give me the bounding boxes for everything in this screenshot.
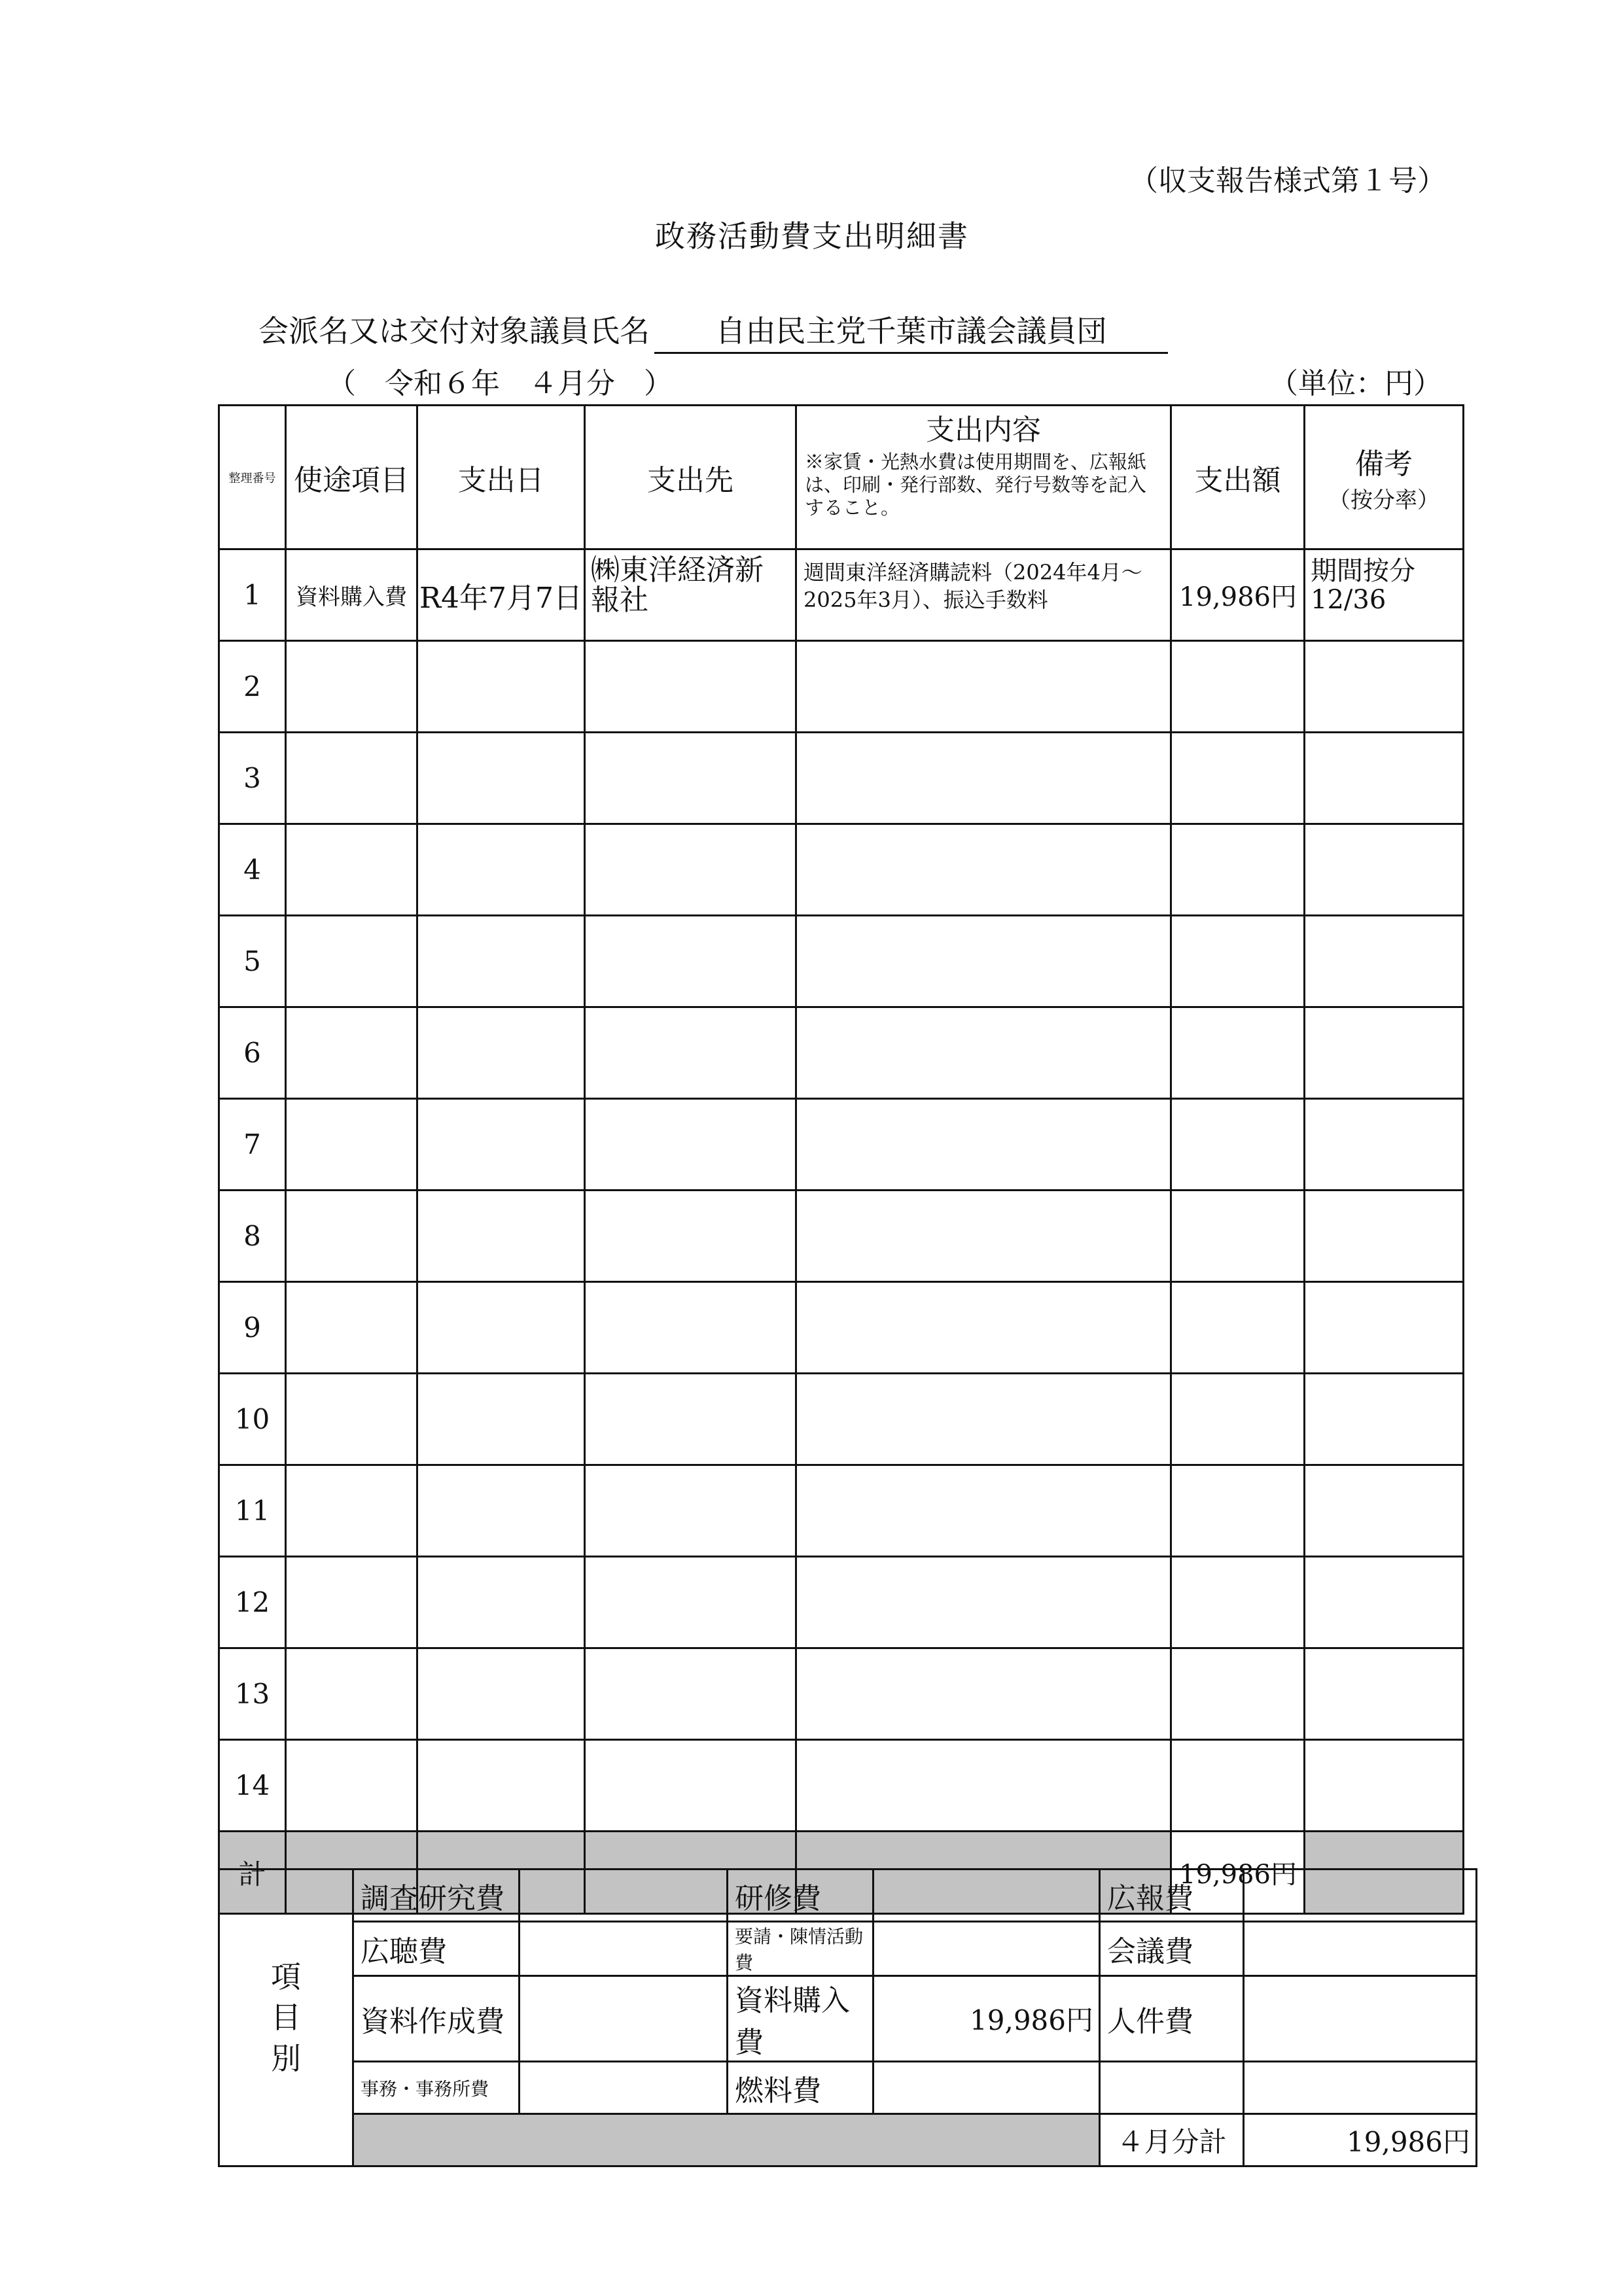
report-period: （ 令和６年 ４月分 ）	[327, 367, 673, 400]
row-remarks: 期間按分12/36	[1305, 549, 1464, 641]
row-amount	[1171, 1282, 1305, 1374]
row-date	[417, 1648, 585, 1740]
row-no: 4	[219, 824, 286, 916]
row-amount	[1171, 1007, 1305, 1099]
summary-row	[219, 1870, 1477, 1922]
summary-category-value	[874, 1870, 1100, 1922]
row-remarks	[1305, 1557, 1464, 1648]
table-row	[219, 1374, 1464, 1465]
summary-category-value	[520, 2062, 728, 2114]
row-content	[796, 1557, 1171, 1648]
summary-category-value	[520, 1870, 728, 1922]
summary-row	[219, 1922, 1477, 1976]
row-content	[796, 1099, 1171, 1191]
summary-category-value	[1244, 1922, 1477, 1976]
summary-category-value	[520, 1976, 728, 2062]
row-date	[417, 1374, 585, 1465]
row-no: 14	[219, 1740, 286, 1832]
row-no: 1	[219, 549, 286, 641]
row-payee	[585, 641, 796, 733]
row-category	[286, 1648, 417, 1740]
row-category	[286, 1099, 417, 1191]
unit-label: （単位：円）	[1269, 367, 1442, 400]
row-remarks	[1305, 1648, 1464, 1740]
row-no: 8	[219, 1191, 286, 1282]
row-payee	[585, 1191, 796, 1282]
header-remarks	[1305, 406, 1464, 549]
row-category	[286, 916, 417, 1007]
row-amount	[1171, 1557, 1305, 1648]
summary-title-text: 項目別	[271, 1959, 301, 2076]
row-remarks	[1305, 1740, 1464, 1832]
category-summary-table	[218, 1868, 1477, 2167]
table-row	[219, 1648, 1464, 1740]
header-no: 整理番号	[219, 406, 286, 549]
row-payee	[585, 1007, 796, 1099]
table-row	[219, 1099, 1464, 1191]
row-payee	[585, 1099, 796, 1191]
row-payee	[585, 1465, 796, 1557]
summary-row	[219, 1976, 1477, 2062]
summary-body	[219, 1870, 1477, 2166]
table-row	[219, 641, 1464, 733]
row-category	[286, 824, 417, 916]
row-category	[286, 1465, 417, 1557]
row-amount	[1171, 1374, 1305, 1465]
table-row	[219, 1191, 1464, 1282]
row-category	[286, 1282, 417, 1374]
row-payee	[585, 1648, 796, 1740]
row-date: R4年7月7日	[417, 549, 585, 641]
row-no: 13	[219, 1648, 286, 1740]
summary-category-label: 事務・事務所費	[353, 2062, 520, 2114]
row-content: 週間東洋経済購読料（2024年4月～2025年3月）、振込手数料	[796, 549, 1171, 641]
row-date	[417, 1740, 585, 1832]
header-payee: 支出先	[585, 406, 796, 549]
row-category	[286, 1007, 417, 1099]
summary-row	[219, 2062, 1477, 2114]
row-remarks	[1305, 641, 1464, 733]
header-date: 支出日	[417, 406, 585, 549]
summary-category-value	[874, 2062, 1100, 2114]
row-payee	[585, 1557, 796, 1648]
row-no: 11	[219, 1465, 286, 1557]
header-remarks-label: 備考	[1355, 447, 1413, 481]
row-content	[796, 1465, 1171, 1557]
row-category	[286, 1557, 417, 1648]
row-no: 12	[219, 1557, 286, 1648]
table-row	[219, 1557, 1464, 1648]
row-content	[796, 1648, 1171, 1740]
row-category	[286, 1191, 417, 1282]
header-amount: 支出額	[1171, 406, 1305, 549]
summary-category-label: 広報費	[1100, 1870, 1244, 1922]
row-remarks	[1305, 916, 1464, 1007]
row-content	[796, 1374, 1171, 1465]
header-category: 使途項目	[286, 406, 417, 549]
row-category	[286, 733, 417, 824]
table-row	[219, 916, 1464, 1007]
table-row	[219, 1740, 1464, 1832]
summary-category-label: 燃料費	[728, 2062, 874, 2114]
month-total-value: 19,986円	[1244, 2114, 1477, 2166]
summary-empty-cell	[1244, 2062, 1477, 2114]
row-no: 3	[219, 733, 286, 824]
summary-category-label: 人件費	[1100, 1976, 1244, 2062]
row-remarks	[1305, 1099, 1464, 1191]
summary-category-label: 調査研究費	[353, 1870, 520, 1922]
table-header-row	[219, 406, 1464, 549]
row-remarks	[1305, 1191, 1464, 1282]
row-payee	[585, 1740, 796, 1832]
row-amount	[1171, 641, 1305, 733]
row-date	[417, 1191, 585, 1282]
summary-category-label: 広聴費	[353, 1922, 520, 1976]
summary-category-label: 資料作成費	[353, 1976, 520, 2062]
row-payee	[585, 733, 796, 824]
summary-shaded-cell	[353, 2114, 1100, 2166]
table-row	[219, 1282, 1464, 1374]
total-label: 計	[219, 1832, 286, 1914]
row-content	[796, 824, 1171, 916]
header-remarks-sub: （按分率）	[1328, 487, 1439, 513]
row-date	[417, 1557, 585, 1648]
summary-category-value	[520, 1922, 728, 1976]
table-body	[219, 549, 1464, 1914]
summary-category-label: 資料購入費	[728, 1976, 874, 2062]
document-title: 政務活動費支出明細書	[655, 218, 969, 254]
row-date	[417, 1465, 585, 1557]
row-payee: ㈱東洋経済新報社	[585, 549, 796, 641]
row-no: 10	[219, 1374, 286, 1465]
row-payee	[585, 1374, 796, 1465]
row-date	[417, 824, 585, 916]
row-date	[417, 1099, 585, 1191]
summary-title	[219, 1870, 353, 2166]
row-category: 資料購入費	[286, 549, 417, 641]
row-remarks	[1305, 1282, 1464, 1374]
row-remarks	[1305, 733, 1464, 824]
row-amount: 19,986円	[1171, 549, 1305, 641]
summary-category-label: 研修費	[728, 1870, 874, 1922]
summary-category-label: 会議費	[1100, 1922, 1244, 1976]
summary-row	[219, 2114, 1477, 2166]
row-content	[796, 641, 1171, 733]
row-remarks	[1305, 824, 1464, 916]
row-amount	[1171, 916, 1305, 1007]
row-content	[796, 733, 1171, 824]
table-row	[219, 824, 1464, 916]
row-payee	[585, 916, 796, 1007]
summary-category-value	[874, 1922, 1100, 1976]
row-amount	[1171, 1191, 1305, 1282]
total-amount: 19,986円	[1171, 1832, 1305, 1914]
header-content-label: 支出内容	[926, 413, 1041, 447]
row-amount	[1171, 1740, 1305, 1832]
table-row	[219, 549, 1464, 641]
row-payee	[585, 1282, 796, 1374]
row-date	[417, 1007, 585, 1099]
faction-label: 会派名又は交付対象議員氏名	[258, 313, 650, 349]
row-remarks	[1305, 1374, 1464, 1465]
table-row	[219, 733, 1464, 824]
row-remarks	[1305, 1465, 1464, 1557]
table-row	[219, 1465, 1464, 1557]
row-category	[286, 1740, 417, 1832]
row-content	[796, 1740, 1171, 1832]
row-category	[286, 1374, 417, 1465]
row-content	[796, 1007, 1171, 1099]
row-no: 6	[219, 1007, 286, 1099]
row-date	[417, 916, 585, 1007]
row-amount	[1171, 733, 1305, 824]
header-content-note: ※家賃・光熱水費は使用期間を、広報紙は、印刷・発行部数、発行号数等を記入すること。	[805, 451, 1147, 519]
expenditure-table	[218, 404, 1464, 1915]
row-content	[796, 1282, 1171, 1374]
month-total-label: ４月分計	[1100, 2114, 1244, 2166]
row-no: 9	[219, 1282, 286, 1374]
row-date	[417, 1282, 585, 1374]
summary-category-value	[1244, 1976, 1477, 2062]
summary-empty-cell	[1100, 2062, 1244, 2114]
summary-category-value	[1244, 1870, 1477, 1922]
header-content	[796, 406, 1171, 549]
row-amount	[1171, 1099, 1305, 1191]
table-row	[219, 1007, 1464, 1099]
row-content	[796, 1191, 1171, 1282]
row-no: 2	[219, 641, 286, 733]
row-date	[417, 641, 585, 733]
row-amount	[1171, 1648, 1305, 1740]
form-number: （収支報告様式第１号）	[1129, 164, 1446, 198]
row-content	[796, 916, 1171, 1007]
row-no: 5	[219, 916, 286, 1007]
summary-category-label: 要請・陳情活動費	[728, 1922, 874, 1976]
row-payee	[585, 824, 796, 916]
row-amount	[1171, 1465, 1305, 1557]
row-date	[417, 733, 585, 824]
row-category	[286, 641, 417, 733]
row-no: 7	[219, 1099, 286, 1191]
row-amount	[1171, 824, 1305, 916]
faction-name: 自由民主党千葉市議会議員団	[654, 307, 1168, 354]
row-remarks	[1305, 1007, 1464, 1099]
summary-category-value: 19,986円	[874, 1976, 1100, 2062]
